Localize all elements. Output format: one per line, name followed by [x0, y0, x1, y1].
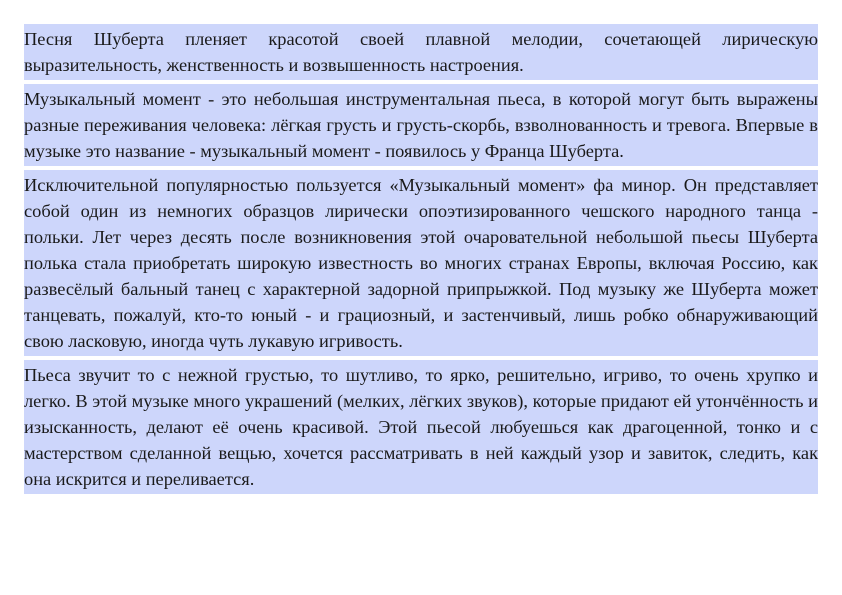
text-body	[24, 24, 818, 498]
paragraph-song-melody: Песня Шуберта пленяет красотой своей плавной мелодии, сочетающей лирическую выразительность, женственность и возвышенность настроения.	[24, 24, 818, 80]
paragraph-f-minor-popularity: Исключительной популярностью пользуется «Музыкальный момент» фа минор. Он представляет собой один из немногих образцов лирически опоэтизированного чешского народного танца - польки. Лет через десять после возникновения этой очаровательной небольшой пьесы Шуберта полька стала приобретать широкую известность во многих странах Европы, включая Россию, как развесёлый бальный танец с характерной задорной припрыжкой. Под музыку же Шуберта может танцевать, пожалуй, кто-то юный - и грациозный, и застенчивый, лишь робко обнаруживающий свою ласковую, иногда чуть лукавую игривость.	[24, 170, 818, 356]
paragraph-piece-character: Пьеса звучит то с нежной грустью, то шутливо, то ярко, решительно, игриво, то очень хрупко и легко. В этой музыке много украшений (мелких, лёгких звуков), которые придают ей утончённость и изысканность, делают её очень красивой. Этой пьесой любуешься как драгоценной, тонко и с мастерством сделанной вещью, хочется рассматривать в ней каждый узор и завиток, следить, как она искрится и переливается.	[24, 360, 818, 494]
paragraph-musical-moment-definition: Музыкальный момент - это небольшая инструментальная пьеса, в которой могут быть выражены разные переживания человека: лёгкая грусть и грусть-скорбь, взволнованность и тревога. Впервые в музыке это название - музыкальный момент - появилось у Франца Шуберта.	[24, 84, 818, 166]
